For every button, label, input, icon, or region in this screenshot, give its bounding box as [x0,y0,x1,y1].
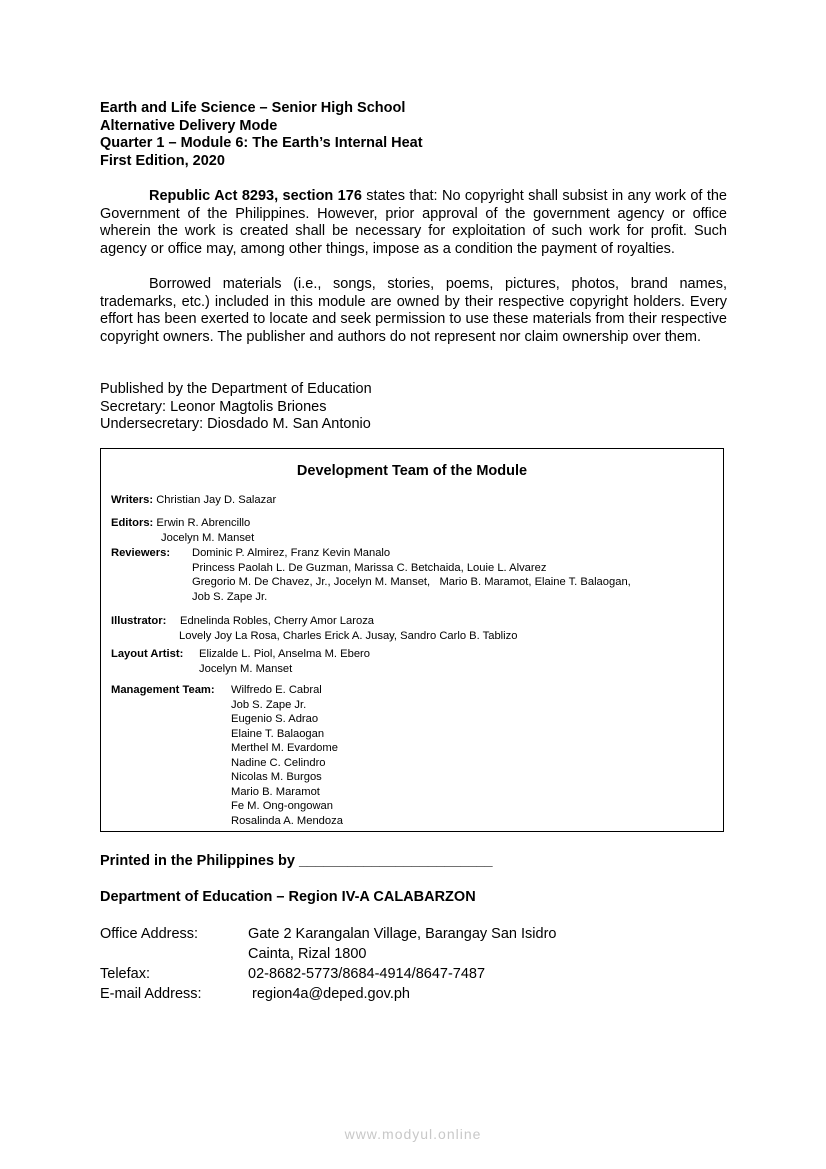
management-member: Rosalinda A. Mendoza [231,814,343,827]
management-member: Merthel M. Evardome [231,742,338,754]
email-value: region4a@deped.gov.ph [248,986,410,1002]
printed-in: Printed in the Philippines by ________________________ [100,853,493,869]
management-member: Nadine C. Celindro [231,756,326,769]
borrowed-materials-paragraph: Borrowed materials (i.e., songs, stories, poems, pictures, photos, brand names, trademarks, etc.) included in this module are owned by their respective copyright holders. Every effort has been exerted to locate and seek permission to use these materials from their respective copyright owners. The publisher and authors do not represent nor claim ownership over them. [100,276,727,345]
reviewers-label: Reviewers: [111,547,171,559]
undersecretary: Undersecretary: Diosdado M. San Antonio [100,416,371,432]
copyright-paragraph [100,188,727,258]
republic-act-text: states that: No copyright shall subsist in any work of the Government of the Philippines. However, prior approval of the government agency or office wherein the work is created shall be necessary for exploitation of such work for profit. Such agency or office may, among other things, impose as a condition the payment of royalties. [100,188,727,257]
delivery-mode: Alternative Delivery Mode [100,117,278,134]
module-title: Quarter 1 – Module 6: The Earth’s Internal Heat [100,135,423,151]
management-member: Mario B. Maramot [231,785,320,798]
illustrator-line: Ednelinda Robles, Cherry Amor Laroza [180,615,375,627]
telefax-value: 02-8682-5773/8684-4914/8647-7487 [248,966,486,982]
telefax-label: Telefax: [100,966,150,982]
editor-name: Erwin R. Abrencillo [156,517,251,529]
layout-artist-label: Layout Artist: [111,648,184,660]
editor-name: Jocelyn M. Manset [161,531,255,544]
illustrator-line: Lovely Joy La Rosa, Charles Erick A. Jusay, Sandro Carlo B. Tablizo [179,629,518,642]
region-title: Department of Education – Region IV-A CALABARZON [100,889,476,905]
published-by: Published by the Department of Education [100,381,372,397]
development-team-title: Development Team of the Module [296,463,528,479]
edition: First Edition, 2020 [100,152,225,169]
management-member: Elaine T. Balaogan [231,727,325,740]
management-member: Wilfredo E. Cabral [231,684,322,696]
editors-row [111,516,511,545]
office-address-line: Gate 2 Karangalan Village, Barangay San Isidro [248,926,557,942]
illustrator-label: Illustrator: [111,615,167,627]
writers-row [111,493,276,508]
reviewer-line: Gregorio M. De Chavez, Jr., Jocelyn M. Manset, Mario B. Maramot, Elaine T. Balaogan, [192,576,631,588]
writers-names: Christian Jay D. Salazar [156,494,277,506]
reviewer-line: Job S. Zape Jr. [192,590,268,603]
management-team-label: Management Team: [111,684,215,696]
publisher-block [100,381,372,434]
management-member: Nicolas M. Burgos [231,771,322,783]
management-team-row [111,683,721,827]
secretary: Secretary: Leonor Magtolis Briones [100,398,327,415]
writers-label: Writers: [111,494,154,506]
contact-block [100,924,727,1014]
module-header [100,100,423,170]
email-label: E-mail Address: [100,986,202,1002]
reviewer-line: Dominic P. Almirez, Franz Kevin Manalo [192,547,391,559]
office-address-line: Cainta, Rizal 1800 [248,946,367,962]
layout-artist-line: Elizalde L. Piol, Anselma M. Ebero [199,648,371,660]
management-member: Fe M. Ong-ongowan [231,800,333,812]
office-address-label: Office Address: [100,926,199,942]
watermark: www.modyul.online [344,1126,482,1142]
republic-act: Republic Act 8293, section 176 [149,188,362,204]
development-team-box [100,448,724,832]
reviewers-row [111,546,721,603]
layout-artist-line: Jocelyn M. Manset [199,662,293,675]
reviewer-line: Princess Paolah L. De Guzman, Marissa C. Betchaida, Louie L. Alvarez [192,561,547,574]
illustrator-row [111,614,721,642]
subject-title: Earth and Life Science – Senior High School [100,100,406,116]
editors-label: Editors: [111,517,154,529]
management-member: Job S. Zape Jr. [231,698,307,711]
management-member: Eugenio S. Adrao [231,713,319,725]
layout-artist-row [111,647,721,675]
